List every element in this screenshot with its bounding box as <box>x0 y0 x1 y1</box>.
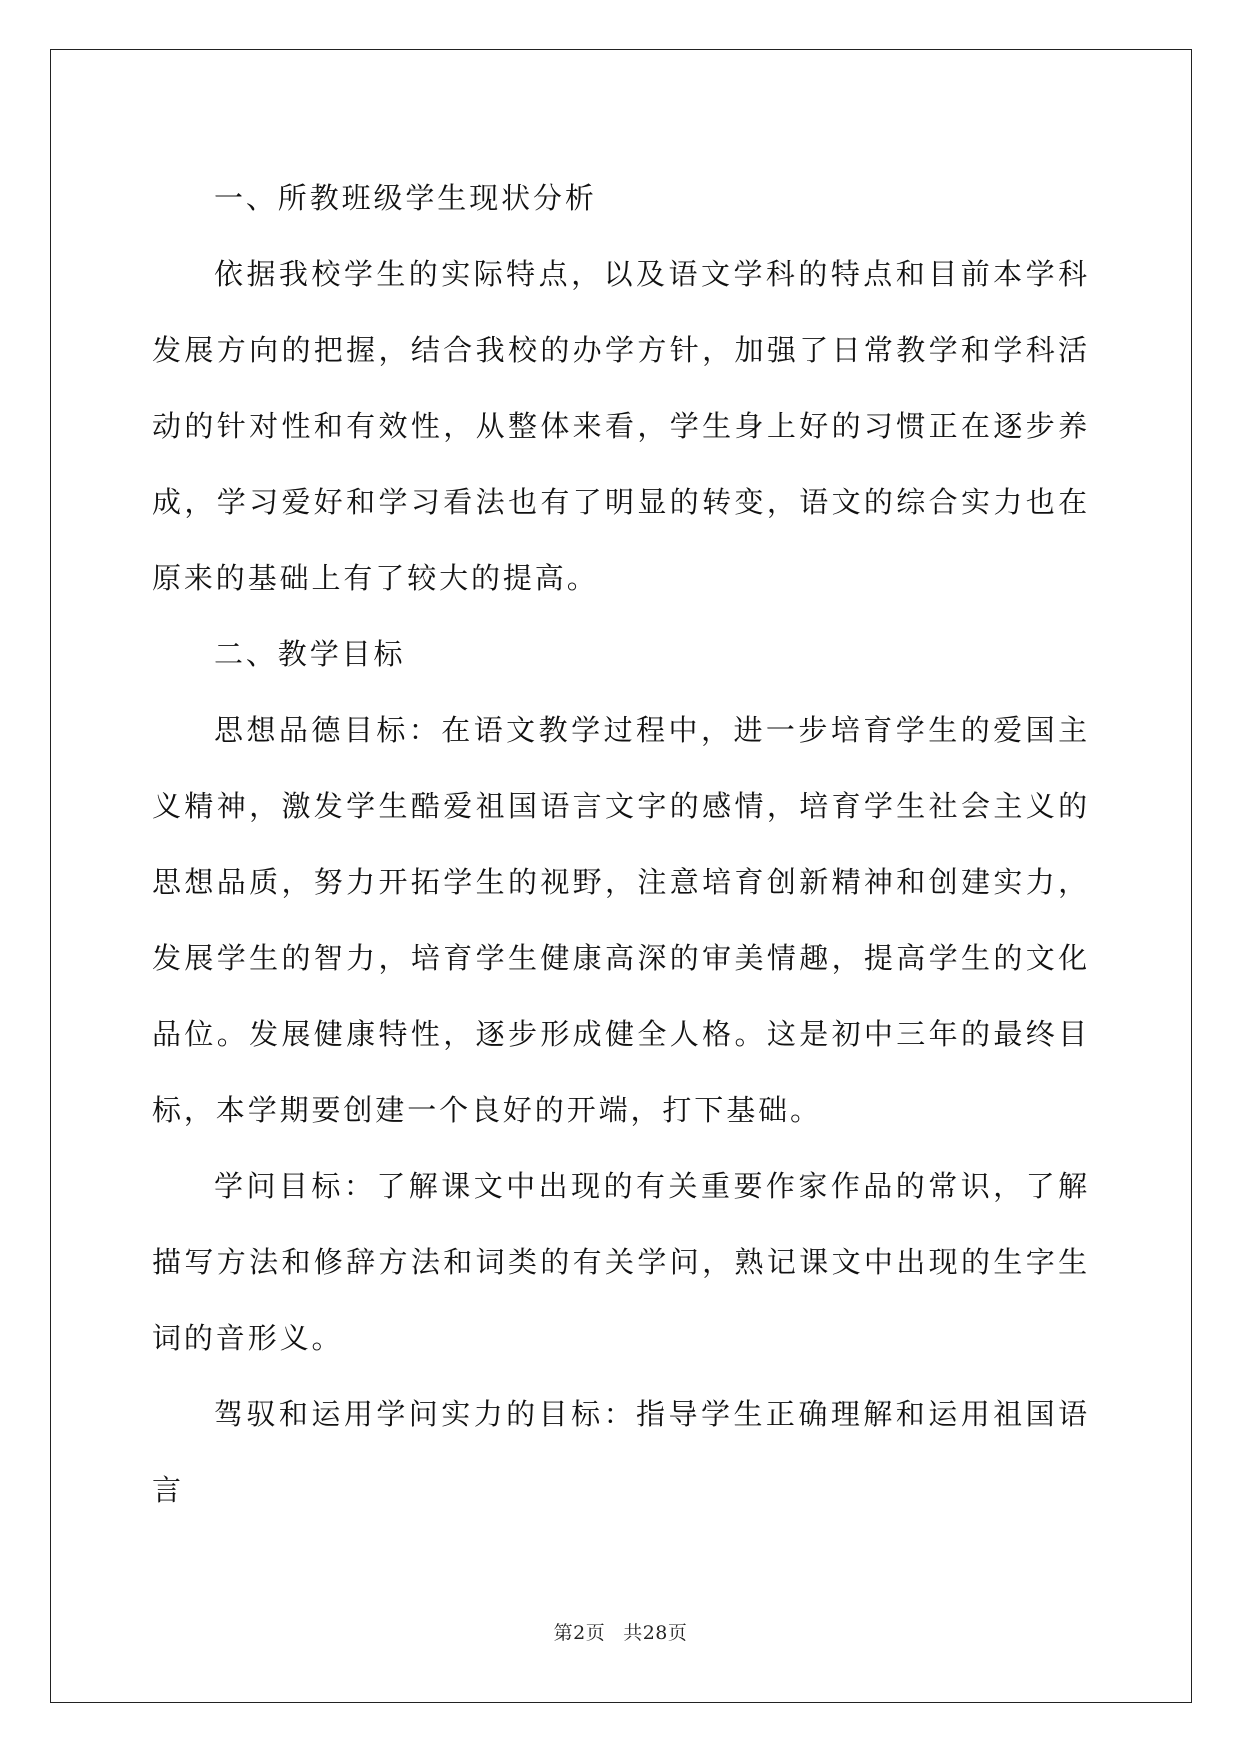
section-heading-1: 一、所教班级学生现状分析 <box>214 181 597 215</box>
document-body <box>152 160 1090 1528</box>
page-footer <box>0 1618 1241 1645</box>
body-paragraph-3: 学问目标：了解课文中出现的有关重要作家作品的常识，了解描写方法和修辞方法和词类的有关学问，熟记课文中出现的生字生词的音形义。 <box>152 1169 1090 1355</box>
body-paragraph-4: 驾驭和运用学问实力的目标：指导学生正确理解和运用祖国语言 <box>152 1397 1090 1507</box>
body-paragraph-2: 思想品德目标：在语文教学过程中，进一步培育学生的爱国主义精神，激发学生酷爱祖国语言文字的感情，培育学生社会主义的思想品质，努力开拓学生的视野，注意培育创新精神和创建实力，发展学生的智力，培育学生健康高深的审美情趣，提高学生的文化品位。发展健康特性，逐步形成健全人格。这是初中三年的最终目标，本学期要创建一个良好的开端，打下基础。 <box>152 713 1090 1127</box>
page-total: 共28页 <box>623 1622 688 1644</box>
page-number: 第2页 <box>553 1622 606 1644</box>
body-paragraph-1: 依据我校学生的实际特点，以及语文学科的特点和目前本学科发展方向的把握，结合我校的办学方针，加强了日常教学和学科活动的针对性和有效性，从整体来看，学生身上好的习惯正在逐步养成，学习爱好和学习看法也有了明显的转变，语文的综合实力也在原来的基础上有了较大的提高。 <box>152 257 1090 595</box>
section-heading-2: 二、教学目标 <box>214 637 406 671</box>
